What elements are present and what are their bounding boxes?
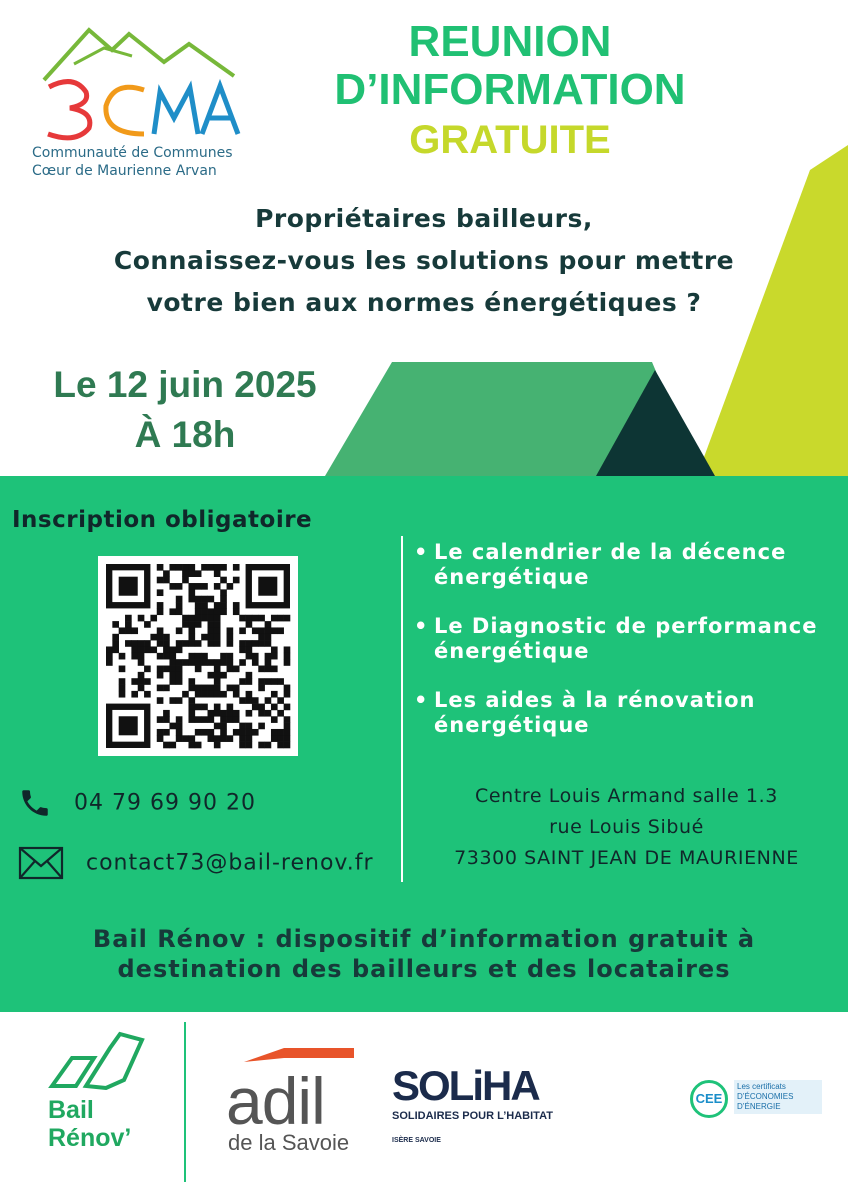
title-line-2: D’INFORMATION [334,65,686,114]
description-line-2: destination des bailleurs et des locataires [117,955,731,983]
question-line-3: votre bien aux normes énergétiques ? [146,288,702,317]
cee-line-3: D’ÉNERGIE [737,1102,781,1111]
logo-caption [32,144,262,180]
email-row[interactable] [18,846,374,880]
topic-item: • Les aides à la rénovation énergétique [412,688,842,738]
logo-line-2: Cœur de Maurienne Arvan [32,163,217,179]
soliha-tagline: SOLIDAIRES POUR L’HABITAT [392,1110,553,1122]
registration-qr-code[interactable] [98,556,298,756]
cee-badge: CEE [690,1080,728,1118]
headline-question [0,198,848,324]
cee-label [734,1080,822,1114]
bail-renov-description [0,924,848,984]
address-line-2: rue Louis Sibué [549,816,704,838]
email-address: contact73@bail-renov.fr [86,850,374,876]
address-line-3: 73300 SAINT JEAN DE MAURIENNE [454,847,799,869]
event-date: Le 12 juin 2025 [53,364,317,405]
soliha-region: ISÈRE SAVOIE [392,1137,441,1144]
bail-renov-logo-mark [48,1030,148,1090]
bail-renov-line-1: Bail [48,1096,94,1124]
qr-code-image [98,556,298,756]
envelope-icon [18,846,64,880]
cee-line-1: Les certificats [737,1082,786,1091]
partners-divider [184,1022,186,1182]
3cma-logo [34,22,254,144]
soliha-logo: SOLiHA [392,1062,539,1109]
description-line-1: Bail Rénov : dispositif d’information gratuit à [92,925,756,953]
free-label: GRATUITE [409,118,611,162]
event-datetime [30,360,340,460]
topic-item: • Le Diagnostic de performance énergétique [412,614,842,664]
adil-subtitle: de la Savoie [228,1130,350,1155]
phone-number: 04 79 69 90 20 [74,790,256,816]
title-line-1: REUNION [408,17,612,66]
logo-line-1: Communauté de Communes [32,145,233,161]
registration-heading: Inscription obligatoire [12,507,313,533]
phone-icon [18,786,52,820]
event-time: À 18h [134,414,236,455]
adil-logo: adil [226,1064,325,1138]
address-line-1: Centre Louis Armand salle 1.3 [475,785,778,807]
vertical-divider [401,536,403,882]
question-line-1: Propriétaires bailleurs, [255,204,593,233]
event-title [300,18,720,114]
bail-renov-logo [48,1096,131,1152]
topics-list [412,540,842,762]
cee-line-2: D’ÉCONOMIES [737,1092,794,1101]
topic-item: • Le calendrier de la décence énergétique [412,540,842,590]
question-line-2: Connaissez-vous les solutions pour mettre [113,246,735,275]
phone-row[interactable] [18,786,256,820]
event-address [405,781,848,874]
bail-renov-line-2: Rénov’ [48,1124,132,1152]
